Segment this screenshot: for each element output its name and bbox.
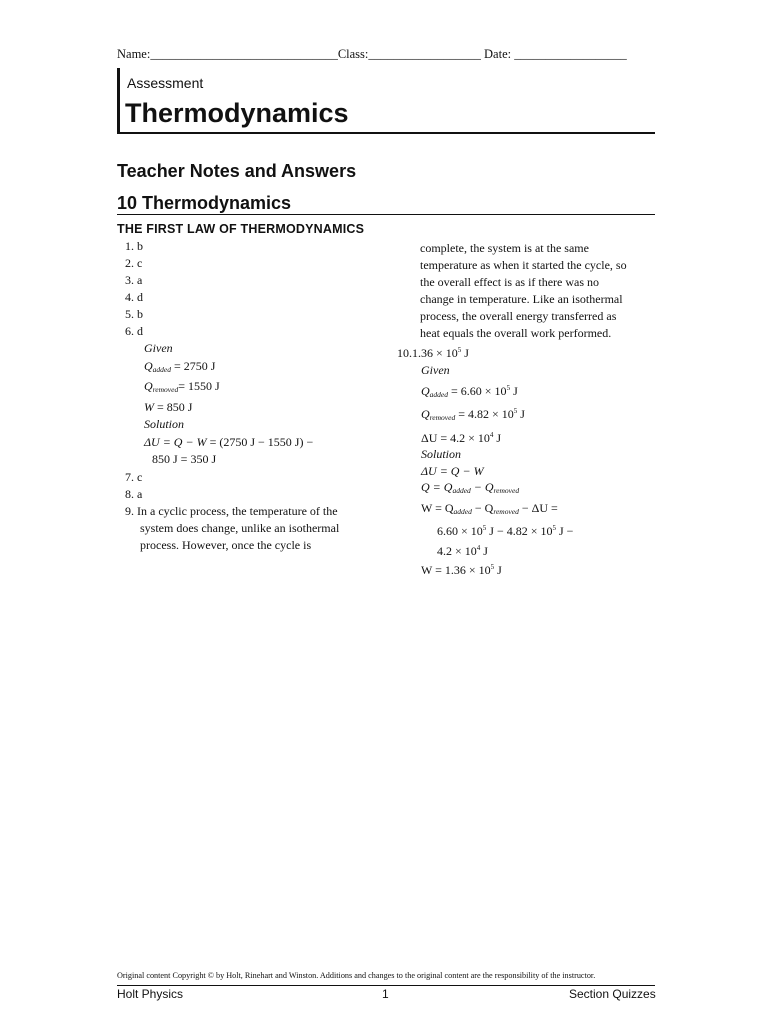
footer-right: Section Quizzes — [569, 987, 656, 1001]
q10-worked-solution — [397, 362, 657, 579]
page-header — [117, 47, 627, 62]
page-number: 1 — [382, 987, 389, 1001]
list-item: 3. a — [125, 273, 143, 287]
w-result: $W = 1.36 \times 10^5$ J — [421, 563, 502, 577]
class-blank: __________________ — [368, 47, 481, 61]
right-column — [397, 240, 657, 579]
q9-cont-line: heat equals the overall work performed. — [420, 326, 612, 340]
q10-answer: $10.1.36 \times 10^5$ J — [397, 346, 469, 360]
w-substitution-cont: $4.2 \times 10^4$ J — [437, 543, 488, 558]
q9-line: process. However, once the cycle is — [140, 537, 312, 552]
w-line: W = 850 J — [144, 399, 193, 414]
footer-left: Holt Physics — [117, 987, 184, 1001]
answer-list-2 — [117, 469, 367, 554]
list-item: 7. c — [125, 469, 143, 484]
q-removed-line: $Q_{removed} = 4.82 \times 10^5$ J — [421, 407, 525, 422]
du-result: 850 J = 350 J — [152, 452, 217, 466]
q9-cont-line: change in temperature. Like an isothermal — [420, 292, 623, 306]
list-item: 6. d — [125, 324, 143, 338]
du-line: $\Delta U = 4.2 \times 10^4$ J — [421, 430, 502, 445]
q-added-line: $Q_{added} = 2750$ J — [144, 358, 216, 374]
chapter-title: 10 Thermodynamics — [117, 193, 292, 213]
q-added-line: $Q_{added} = 6.60 \times 10^5$ J — [421, 383, 518, 399]
list-item: 4. d — [125, 290, 143, 304]
list-item: 9. In a cyclic process, the temperature of the — [125, 503, 338, 518]
list-item: 8. a — [125, 486, 143, 501]
copyright-notice: Original content Copyright © by Holt, Rinehart and Winston. Additions and changes to the original content are the responsibility of the instructor. — [117, 971, 596, 980]
date-label: Date: — [484, 47, 512, 61]
first-law-equation: ΔU = Q − W — [421, 463, 484, 478]
list-item: 1. b — [125, 239, 143, 253]
q6-worked-solution — [117, 340, 367, 469]
chapter-rule — [117, 214, 655, 215]
w-equation: $W = Q_{added} - Q_{removed} - \Delta U$ = — [421, 500, 558, 516]
solution-label: Solution — [421, 447, 462, 461]
assessment-kicker: Assessment — [127, 75, 204, 91]
w-substitution: $6.60 \times 10^5$ $J - 4.82 \times 10^5$ J − — [437, 524, 574, 538]
date-blank: __________________ — [514, 47, 627, 61]
q-removed-line: $Q_{removed}= 1550$ J — [144, 379, 220, 394]
q-net-equation: $Q = Q_{added} - Q_{removed}$ — [421, 480, 520, 495]
subsection-title: THE FIRST LAW OF THERMODYNAMICS — [117, 222, 365, 236]
name-label: Name: — [117, 47, 151, 61]
q9-cont-line: the overall effect is as if there was no — [420, 275, 600, 289]
left-column — [117, 238, 367, 554]
du-equation: ΔU = Q − W = (2750 J − 1550 J) − — [144, 434, 314, 449]
q9-continuation — [397, 240, 657, 342]
banner-left-bar — [117, 68, 120, 134]
class-label: Class: — [337, 47, 369, 61]
name-blank: ______________________________ — [150, 47, 338, 61]
section-title: Teacher Notes and Answers — [117, 161, 357, 181]
q9-cont-line: temperature as when it started the cycle, so — [420, 258, 627, 272]
q9-cont-line: complete, the system is at the same — [420, 241, 589, 255]
banner-rule — [117, 132, 655, 134]
solution-label: Solution — [144, 417, 185, 431]
list-item: 2. c — [125, 256, 143, 270]
given-label: Given — [421, 363, 450, 377]
footer-rule — [117, 985, 655, 986]
q9-line: system does change, unlike an isothermal — [140, 520, 340, 535]
list-item: 5. b — [125, 307, 143, 321]
given-label: Given — [144, 341, 173, 355]
answer-list — [117, 238, 367, 340]
q9-cont-line: process, the overall energy transferred as — [420, 309, 617, 323]
page-title: Thermodynamics — [125, 98, 349, 128]
